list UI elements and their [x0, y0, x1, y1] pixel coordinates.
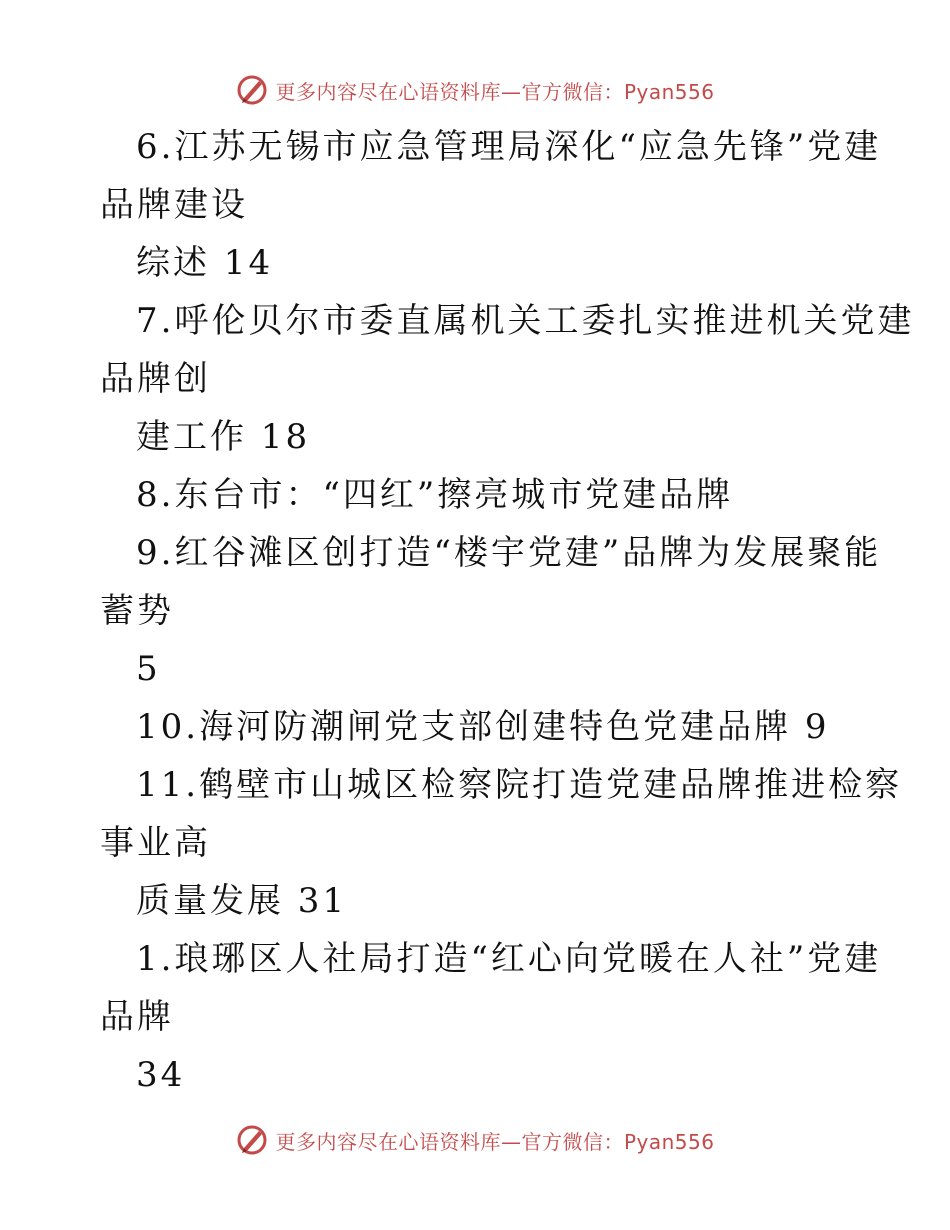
toc-line: 34	[136, 1055, 186, 1095]
toc-line: 10.海河防潮闸党支部创建特色党建品牌 9	[136, 707, 830, 747]
toc-content	[100, 118, 915, 1104]
header-watermark	[0, 70, 950, 110]
toc-line: 11.鹤壁市山城区检察院打造党建品牌推进检察	[136, 765, 903, 805]
toc-line: 9.红谷滩区创打造“楼宇党建”品牌为发展聚能	[136, 533, 882, 573]
toc-line: 建工作 18	[136, 417, 311, 457]
watermark-text: 更多内容尽在心语资料库—官方微信：Pyan556	[275, 79, 715, 104]
footer-watermark	[0, 1120, 950, 1160]
pen-logo-icon	[235, 1123, 269, 1157]
toc-line: 5	[136, 649, 161, 689]
toc-line: 1.琅琊区人社局打造“红心向党暖在人社”党建	[136, 939, 882, 979]
toc-line: 质量发展 31	[136, 881, 348, 921]
toc-line: 8.东台市：“四红”擦亮城市党建品牌	[136, 475, 734, 515]
pen-logo-icon	[235, 73, 269, 107]
toc-line: 品牌建设	[100, 185, 248, 225]
toc-line: 6.江苏无锡市应急管理局深化“应急先锋”党建	[136, 127, 882, 167]
watermark-text: 更多内容尽在心语资料库—官方微信：Pyan556	[275, 1129, 715, 1154]
toc-line: 事业高	[100, 823, 211, 863]
toc-line: 品牌	[100, 997, 174, 1037]
toc-line: 7.呼伦贝尔市委直属机关工委扎实推进机关党建	[136, 301, 915, 341]
toc-line: 品牌创	[100, 359, 211, 399]
toc-line: 蓄势	[100, 591, 174, 631]
toc-line: 综述 14	[136, 243, 274, 283]
